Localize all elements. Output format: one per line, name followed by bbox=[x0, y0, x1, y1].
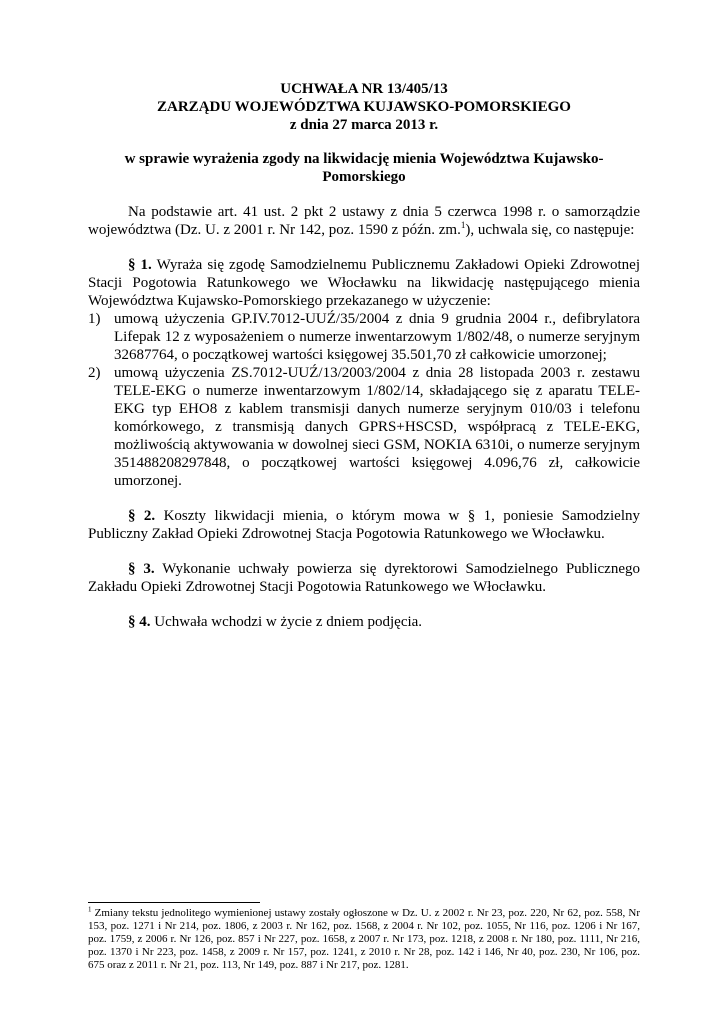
resolution-subject: w sprawie wyrażenia zgody na likwidację mienia Województwa Kujawsko-Pomorskiego bbox=[124, 151, 604, 185]
preamble-text-end: ), uchwala się, co następuje: bbox=[465, 222, 635, 238]
section-1-mark: § 1. bbox=[128, 257, 152, 273]
footnote bbox=[88, 907, 640, 972]
section-3-text: Wykonanie uchwały powierza się dyrektorowi Samodzielnego Publicznego Zakładu Opieki Zdrowotnej Stacji Pogotowia Ratunkowego we Włocławku. bbox=[88, 561, 640, 595]
section-3-mark: § 3. bbox=[128, 561, 155, 577]
list-item-text: umową użyczenia GP.IV.7012-UUŹ/35/2004 z dnia 9 grudnia 2004 r., defibrylatora Lifepak 12 z wyposażeniem o numerze inwentarzowym 1/802/48, o numerze seryjnym 32687764, o początkowej wartości księgowej 35.501,70 zł całkowicie umorzonej; bbox=[114, 311, 640, 363]
footnote-reference: 1 bbox=[460, 220, 466, 230]
preamble bbox=[88, 203, 640, 239]
resolution-header bbox=[88, 80, 640, 134]
preamble-text: Na podstawie art. 41 ust. 2 pkt 2 ustawy z dnia 5 czerwca 1998 r. o samorządzie województwa (Dz. U. z 2001 r. Nr 142, poz. 1590 z późn. zm. bbox=[88, 204, 640, 238]
list-item bbox=[88, 310, 640, 364]
issuing-body: ZARZĄDU WOJEWÓDZTWA KUJAWSKO-POMORSKIEGO bbox=[157, 99, 571, 115]
section-2 bbox=[88, 507, 640, 543]
section-3 bbox=[88, 560, 640, 596]
section-4 bbox=[88, 613, 640, 631]
section-1-list bbox=[88, 310, 640, 490]
section-2-mark: § 2. bbox=[128, 508, 156, 524]
section-1-text: Wyraża się zgodę Samodzielnemu Publicznemu Zakładowi Opieki Zdrowotnej Stacji Pogotowia Ratunkowego we Włocławku na likwidację następującego mienia Województwa Kujawsko-Pomorskiego przekazanego w użyczenie: bbox=[88, 257, 640, 309]
section-2-text: Koszty likwidacji mienia, o którym mowa w § 1, poniesie Samodzielny Publiczny Zakład Opieki Zdrowotnej Stacja Pogotowia Ratunkowego we Włocławku. bbox=[88, 508, 640, 542]
list-item bbox=[88, 364, 640, 490]
section-4-mark: § 4. bbox=[128, 614, 151, 630]
document-page bbox=[88, 80, 640, 631]
section-1 bbox=[88, 256, 640, 310]
resolution-date: z dnia 27 marca 2013 r. bbox=[289, 117, 439, 133]
footnote-number: 1 bbox=[88, 905, 92, 914]
resolution-number: UCHWAŁA NR 13/405/13 bbox=[280, 81, 448, 97]
footnote-separator bbox=[88, 902, 260, 903]
list-item-number: 2) bbox=[88, 365, 101, 381]
list-item-number: 1) bbox=[88, 311, 101, 327]
list-item-text: umową użyczenia ZS.7012-UUŹ/13/2003/2004 z dnia 28 listopada 2003 r. zestawu TELE-EKG o numerze inwentarzowym 1/802/14, składającego się z aparatu TELE-EKG typ EHO8 z kablem transmisji danych numerze seryjnym 010/03 i telefonu komórkowego, z transmisją danych GPRS+HSCSD, współpracą z TELE-EKG, możliwością aktywowania w dowolnej sieci GSM, NOKIA 6310i, o numerze seryjnym 351488208297848, o początkowej wartości księgowej 4.096,76 zł, całkowicie umorzonej. bbox=[114, 365, 640, 489]
footnote-text: Zmiany tekstu jednolitego wymienionej ustawy zostały ogłoszone w Dz. U. z 2002 r. Nr 23, poz. 220, Nr 62, poz. 558, Nr 153, poz. 1271 i Nr 214, poz. 1806, z 2003 r. Nr 162, poz. 1568, z 2004 r. Nr 102, poz. 1055, Nr 116, poz. 1206 i Nr 167, poz. 1759, z 2006 r. Nr 126, poz. 857 i Nr 227, poz. 1658, z 2007 r. Nr 173, poz. 1218, z 2008 r. Nr 180, poz. 1111, Nr 216, poz. 1370 i Nr 223, poz. 1458, z 2009 r. Nr 157, poz. 1241, z 2010 r. Nr 28, poz. 142 i 146, Nr 40, poz. 230, Nr 106, poz. 675 oraz z 2011 r. Nr 21, poz. 113, Nr 149, poz. 887 i Nr 217, poz. 1281. bbox=[88, 907, 641, 971]
section-4-text: Uchwała wchodzi w życie z dniem podjęcia. bbox=[154, 614, 423, 630]
